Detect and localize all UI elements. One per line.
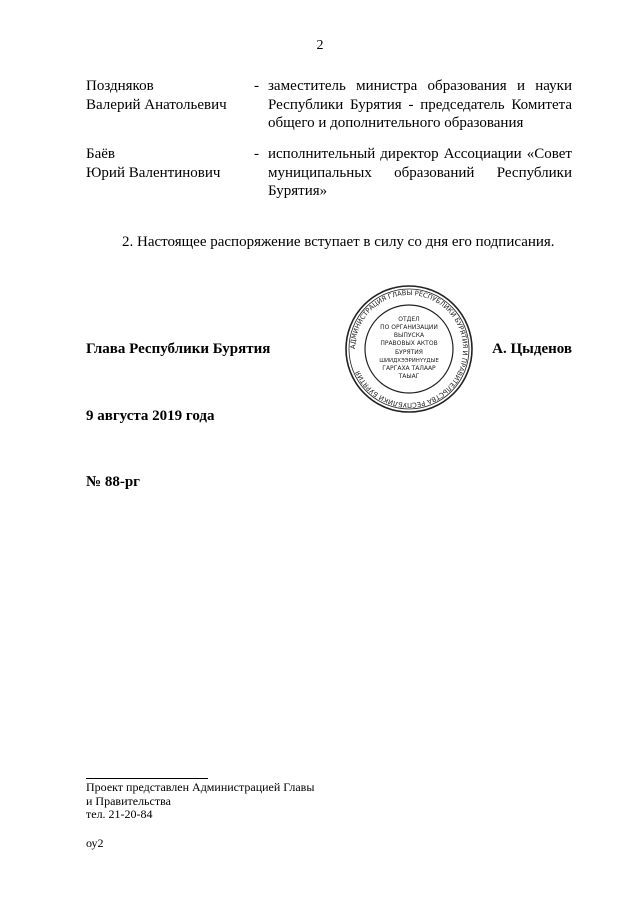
member-dash: -	[254, 78, 259, 94]
signatory-title: Глава Республики Бурятия	[86, 341, 271, 357]
member-row	[86, 77, 572, 133]
seal-outer-text: АДМИНИСТРАЦИЯ ГЛАВЫ РЕСПУБЛИКИ БУРЯТИЯ И ПРАВИТЕЛЬСТВА РЕСПУБЛИКИ БУРЯТИЯ	[348, 288, 470, 410]
member-given-name: Валерий Анатольевич	[86, 96, 227, 113]
official-seal	[344, 284, 474, 414]
document-number: № 88-рг	[86, 474, 140, 490]
member-name	[86, 77, 254, 133]
clause-text: 2. Настоящее распоряжение вступает в силу со дня его подписания.	[122, 234, 555, 250]
seal-text: ОТДЕЛ	[398, 316, 420, 323]
signatory-name: А. Цыденов	[492, 341, 572, 357]
seal-text: ВЫПУСКА	[393, 332, 425, 339]
member-given-name: Юрий Валентинович	[86, 164, 221, 181]
footer-line: и Правительства	[86, 793, 171, 808]
seal-text: ПРАВОВЫХ АКТОВ	[380, 340, 438, 347]
member-row	[86, 145, 572, 201]
page-number: 2	[316, 38, 324, 53]
seal-text: ТАЫАГ	[398, 373, 420, 380]
member-name	[86, 145, 254, 201]
seal-text: ПО ОРГАНИЗАЦИИ	[380, 324, 438, 331]
document-date: 9 августа 2019 года	[86, 408, 215, 424]
member-description: заместитель министра образования и науки Республики Бурятия - председатель Комитета общего и дополнительного образования	[268, 78, 572, 131]
footer-divider	[86, 778, 208, 779]
member-dash: -	[254, 146, 259, 162]
footer-line: Проект представлен Администрацией Главы	[86, 780, 315, 794]
member-surname: Баёв	[86, 146, 116, 162]
seal-text: БУРЯТИЯ	[395, 349, 423, 356]
member-description: исполнительный директор Ассоциации «Совет муниципальных образований Республики Бурятия»	[268, 146, 572, 199]
footer-note	[86, 781, 314, 822]
seal-text: ШИИДХЭЭРИНҮҮДЫЕ	[379, 358, 439, 364]
member-surname: Поздняков	[86, 78, 154, 94]
footer-line: тел. 21-20-84	[86, 807, 153, 821]
seal-text: ГАРГАХА ТАЛААР	[382, 365, 436, 372]
document-code: оу2	[86, 836, 104, 850]
